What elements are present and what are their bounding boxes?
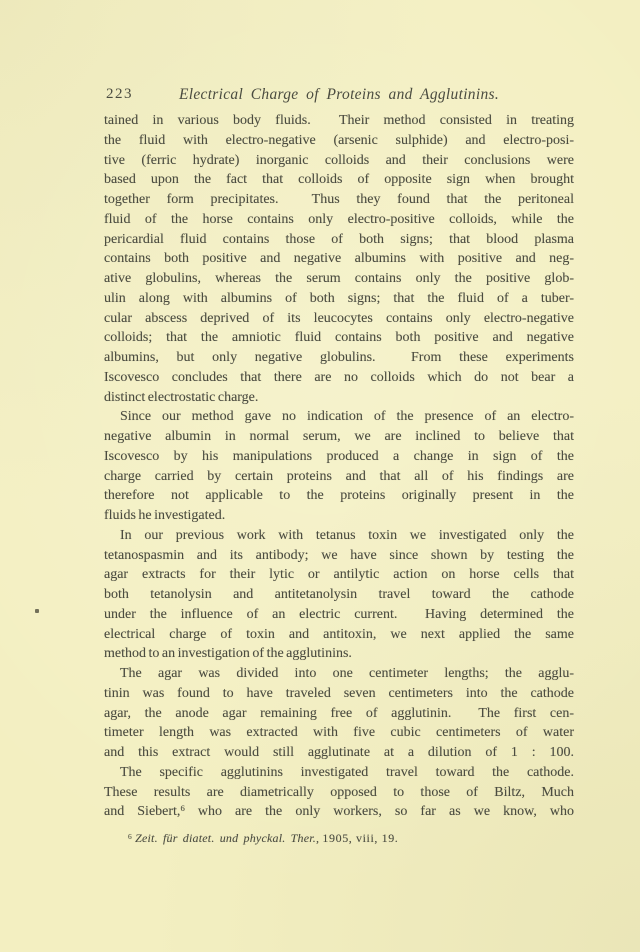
ink-speck-artifact xyxy=(35,609,39,613)
text-line: tinin was found to have traveled seven centimeters into the cathode xyxy=(104,685,574,701)
text-line: based upon the fact that colloids of opposite sign when brought xyxy=(104,172,574,188)
footnote xyxy=(128,831,398,846)
running-title: Electrical Charge of Proteins and Agglutinins. xyxy=(178,86,500,103)
text-line: agar, the anode agar remaining free of agglutinin. The first cen- xyxy=(104,705,574,721)
text-line: both tetanolysin and antitetanolysin travel toward the cathode xyxy=(104,587,574,602)
text-line: Since our method gave no indication of the presence of an electro- xyxy=(120,409,574,425)
text-line: The specific agglutinins investigated travel toward the cathode. xyxy=(120,764,574,780)
text-line: agar extracts for their lytic or antilytic action on horse cells that xyxy=(104,567,574,583)
text-line: ative globulins, whereas the serum contains only the positive glob- xyxy=(104,271,574,286)
text-line: tained in various body fluids. Their method consisted in treating xyxy=(104,113,574,128)
text-line: method to an investigation of the agglutinins. xyxy=(104,646,352,662)
text-line: the fluid with electro-negative (arsenic sulphide) and electro-posi- xyxy=(104,132,574,148)
text-line: Iscovesco by his manipulations produced a change in sign of the xyxy=(104,448,574,464)
footnote-citation: 1905, viii, 19. xyxy=(322,831,399,845)
text-line: fluid of the horse contains only electro-positive colloids, while the xyxy=(104,211,574,227)
text-line: charge carried by certain proteins and that all of his findings are xyxy=(104,468,574,484)
text-line: and this extract would still agglutinate at a dilution of 1 : 100. xyxy=(104,745,574,760)
text-line: under the influence of an electric current. Having determined the xyxy=(104,606,574,622)
text-line: Iscovesco concludes that there are no colloids which do not bear a xyxy=(104,369,574,385)
text-line: The agar was divided into one centimeter lengths; the agglu- xyxy=(120,666,574,681)
text-line: and Siebert,$^6$ who are the only workers, so far as we know, who xyxy=(104,803,574,820)
text-line: tetanospasmin and its antibody; we have since shown by testing the xyxy=(104,547,574,563)
text-line: pericardial fluid contains those of both signs; that blood plasma xyxy=(104,231,574,247)
text-line: cular abscess deprived of its leucocytes contains only electro-negative xyxy=(104,310,574,326)
page-header xyxy=(104,86,574,106)
text-line: therefore not applicable to the proteins originally present in the xyxy=(104,488,574,504)
text-line: colloids; that the amniotic fluid contains both positive and negative xyxy=(104,330,574,346)
text-line: ulin along with albumins of both signs; that the fluid of a tuber- xyxy=(104,290,574,306)
page-number: 223 xyxy=(106,86,133,102)
text-line: distinct electrostatic charge. xyxy=(104,389,259,405)
text-line: In our previous work with tetanus toxin we investigated only the xyxy=(120,527,574,543)
text-line: contains both positive and negative albumins with positive and neg- xyxy=(104,251,574,267)
text-line: albumins, but only negative globulins. From these experiments xyxy=(104,350,574,365)
text-line: electrical charge of toxin and antitoxin, we next applied the same xyxy=(104,626,574,642)
footnote-source: Zeit. für diatet. und phyckal. Ther., xyxy=(135,831,320,845)
text-line: negative albumin in normal serum, we are inclined to believe that xyxy=(104,429,574,444)
footnote-marker: 6 xyxy=(128,831,132,841)
text-line: These results are diametrically opposed to those of Biltz, Much xyxy=(104,784,574,800)
text-column xyxy=(104,111,574,822)
text-line: timeter length was extracted with five cubic centimeters of water xyxy=(104,725,574,741)
text-line: together form precipitates. Thus they found that the peritoneal xyxy=(104,192,574,207)
text-line: fluids he investigated. xyxy=(104,508,226,523)
text-line: tive (ferric hydrate) inorganic colloids and their conclusions were xyxy=(104,152,574,168)
